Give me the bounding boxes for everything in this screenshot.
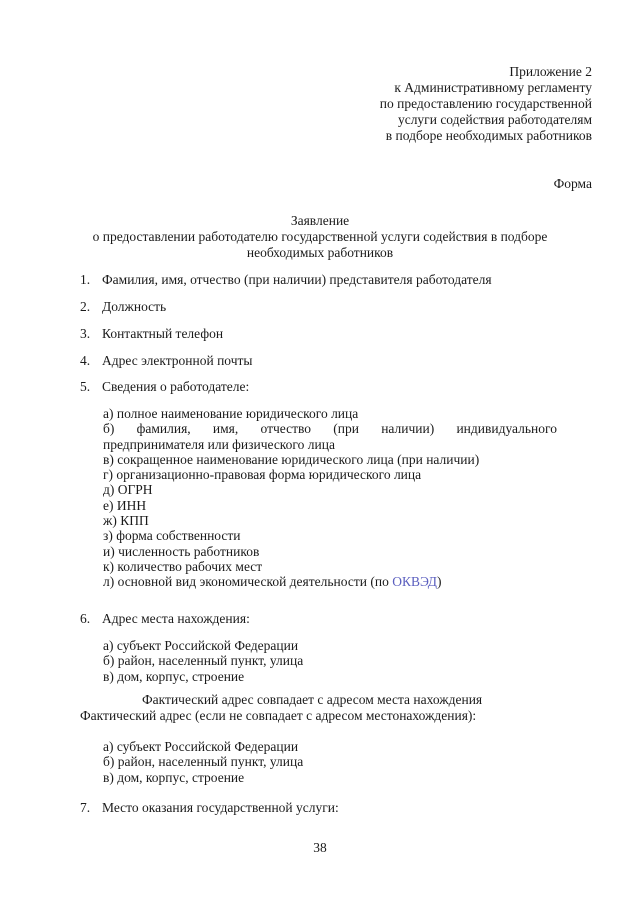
actual-address-details xyxy=(103,739,303,785)
okved-prefix: л) основной вид экономической деятельности (по xyxy=(103,574,393,590)
employer-field: д) ОГРН xyxy=(103,482,153,498)
word: имя, xyxy=(212,421,239,437)
word: отчество xyxy=(260,421,312,437)
location-field: в) дом, корпус, строение xyxy=(103,668,245,684)
employer-field: г) организационно-правовая форма юридического лица xyxy=(103,467,422,483)
actual-address-same: Фактический адрес совпадает с адресом места нахождения xyxy=(142,692,483,707)
form-label: Форма xyxy=(553,176,592,191)
list-item xyxy=(80,800,339,816)
appendix-line: Приложение 2 xyxy=(509,64,592,79)
actual-field: б) район, населенный пункт, улица xyxy=(103,754,304,770)
item-number: 7. xyxy=(80,800,91,815)
word: фамилия, xyxy=(136,421,191,437)
title-line: о предоставлении работодателю государственной услуги содействия в подборе xyxy=(92,229,548,244)
location-field: б) район, населенный пункт, улица xyxy=(103,653,304,669)
employer-field xyxy=(103,574,557,589)
employer-field: предпринимателя или физического лица xyxy=(103,436,335,452)
actual-field: а) субъект Российской Федерации xyxy=(103,739,299,754)
page-number: 38 xyxy=(313,840,327,855)
okved-suffix: ) xyxy=(436,574,442,590)
appendix-line: по предоставлению государственной xyxy=(379,96,592,111)
item-text: Должность xyxy=(102,299,167,314)
employer-field: и) численность работников xyxy=(103,543,260,559)
list-item xyxy=(80,299,166,315)
employer-field: в) сокращенное наименование юридического лица (при наличии) xyxy=(103,451,480,467)
list-item xyxy=(80,272,492,288)
item-number: 5. xyxy=(80,379,91,394)
actual-field: в) дом, корпус, строение xyxy=(103,769,245,785)
item-number: 2. xyxy=(80,299,91,314)
employer-field-justified xyxy=(103,421,557,436)
item-number: 6. xyxy=(80,611,91,626)
item-text: Фамилия, имя, отчество (при наличии) представителя работодателя xyxy=(102,272,492,287)
item-number: 3. xyxy=(80,326,91,341)
item-text: Место оказания государственной услуги: xyxy=(102,800,339,815)
appendix-line: услуги содействия работодателям xyxy=(397,112,592,127)
employer-field: ж) КПП xyxy=(103,513,149,529)
title-line: Заявление xyxy=(290,213,350,228)
employer-field: к) количество рабочих мест xyxy=(103,558,263,574)
list-item xyxy=(80,611,250,627)
employer-field: а) полное наименование юридического лица xyxy=(103,406,359,421)
list-item xyxy=(80,379,249,395)
employer-field: з) форма собственности xyxy=(103,528,241,544)
word: (при xyxy=(333,421,359,437)
item-number: 1. xyxy=(80,272,91,287)
appendix-header xyxy=(380,64,592,144)
word: наличии) xyxy=(381,421,435,437)
actual-address-note: Фактический адрес (если не совпадает с адресом местонахождения): xyxy=(80,708,477,723)
word: индивидуального xyxy=(456,421,557,437)
okved-link[interactable]: ОКВЭД xyxy=(392,574,437,590)
item-text: Адрес электронной почты xyxy=(102,353,253,368)
appendix-line: к Административному регламенту xyxy=(394,80,592,95)
item-text: Контактный телефон xyxy=(102,326,224,341)
list-item xyxy=(80,353,252,369)
item-number: 4. xyxy=(80,353,91,368)
employer-field: е) ИНН xyxy=(103,497,147,513)
title-line: необходимых работников xyxy=(246,245,394,260)
list-item xyxy=(80,326,223,342)
item-text: Сведения о работодателе: xyxy=(102,379,250,394)
employer-details xyxy=(103,406,557,590)
location-details xyxy=(103,638,303,684)
location-field: а) субъект Российской Федерации xyxy=(103,638,299,653)
item-text: Адрес места нахождения: xyxy=(102,611,250,626)
word: б) xyxy=(103,421,115,437)
appendix-line: в подборе необходимых работников xyxy=(385,128,592,143)
